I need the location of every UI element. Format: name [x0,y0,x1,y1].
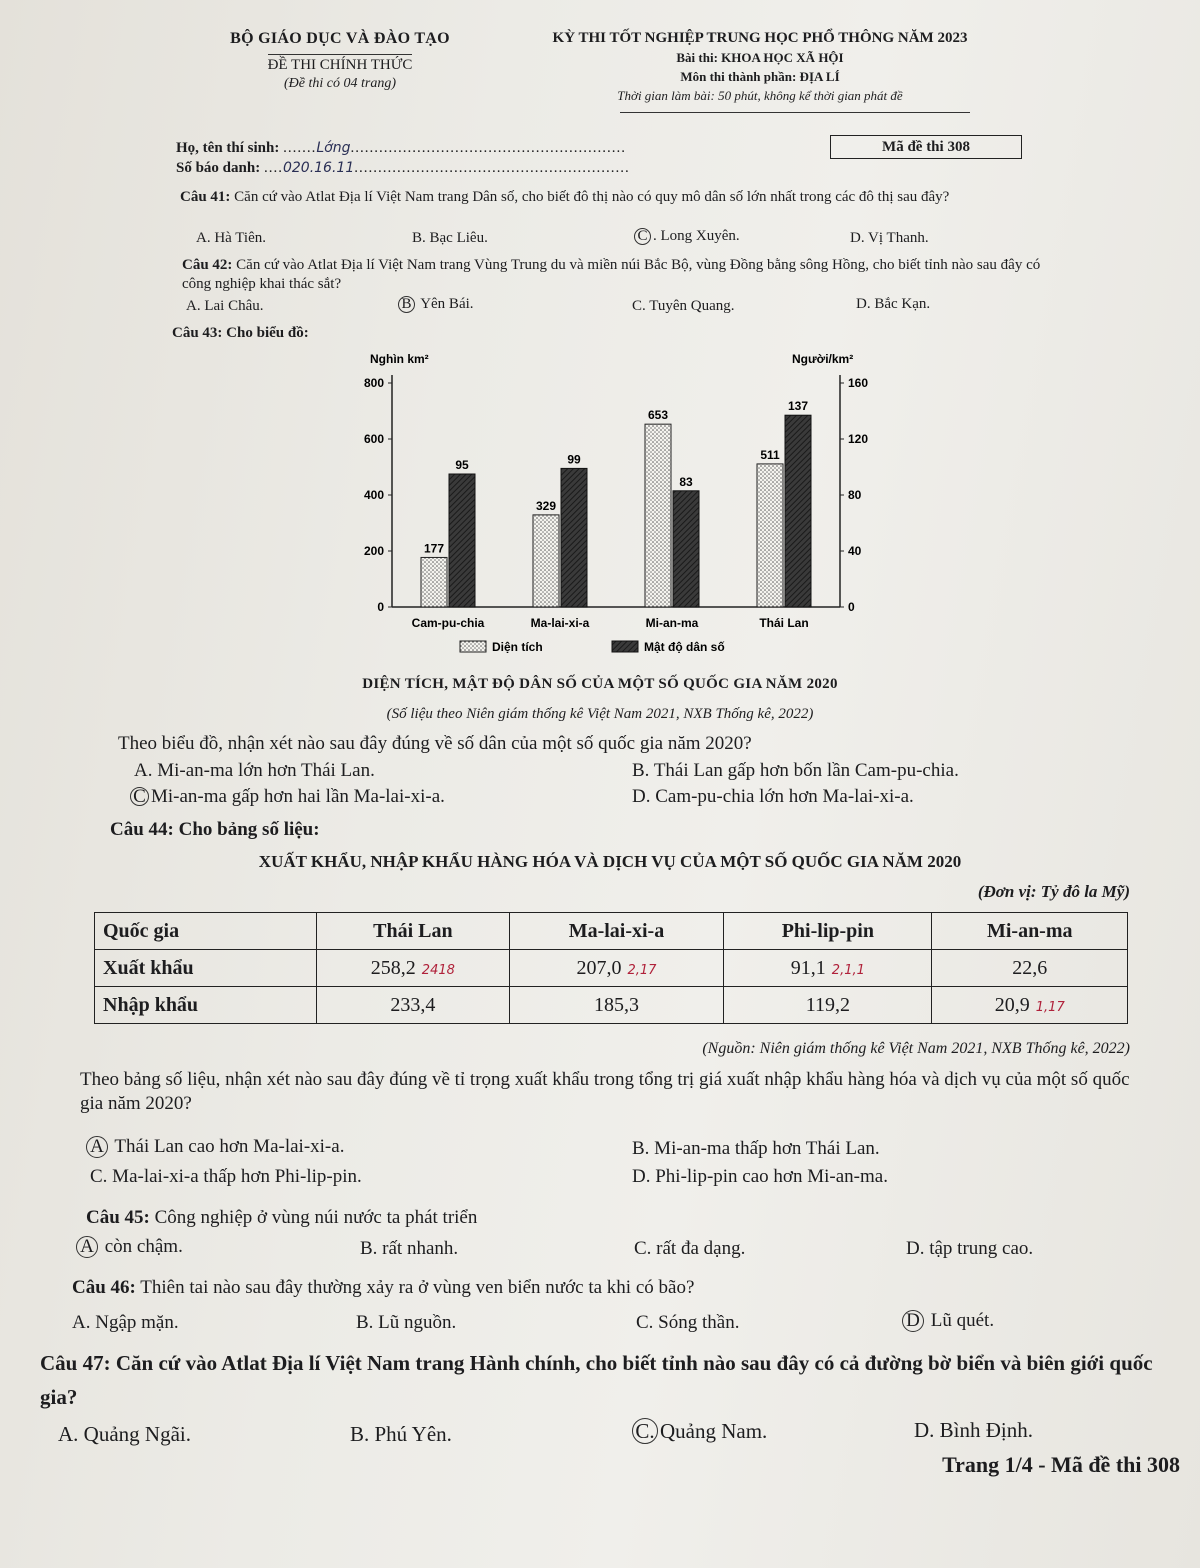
exam-time: Thời gian làm bài: 50 phút, không kể thời gian phát đề [617,88,903,103]
header-cell: Quốc gia [95,913,317,950]
table-cell: 258,2 2418 [317,950,510,987]
exam-header [500,30,1020,104]
q43-number: Câu 43: [172,325,223,341]
question-47 [40,1346,1180,1414]
question-44 [110,818,320,842]
x-tick-label-3: Thái Lan [759,616,809,630]
q45-option-a: A còn chậm. [76,1236,183,1258]
table-cell: 185,3 [509,987,724,1024]
question-45 [86,1206,477,1230]
question-46 [72,1276,694,1300]
answer-mark-icon: A [76,1236,98,1258]
bar-density-1 [561,468,587,607]
q44-option-d: D. Phi-lip-pin cao hơn Mi-an-ma. [632,1166,888,1187]
data-label-density-2: 83 [679,474,693,489]
q47-option-b: B. Phú Yên. [350,1422,452,1446]
x-tick-label-1: Ma-lai-xi-a [530,616,590,630]
bar-density-2 [673,491,699,607]
handwritten-note: 1,17 [1035,999,1065,1015]
exam-code-box: Mã đề thi 308 [830,135,1022,159]
q41-option-d: D. Vị Thanh. [850,230,929,246]
handwritten-note: 2418 [421,962,455,978]
candidate-number-line: Số báo danh: ....020.16.11.......................................................... [176,160,630,176]
q43-option-d: D. Cam-pu-chia lớn hơn Ma-lai-xi-a. [632,786,914,807]
q44-text: Cho bảng số liệu: [178,819,320,840]
q47-option-c: C. Quảng Nam. [632,1418,767,1444]
header-cell: Thái Lan [317,913,510,950]
q45-number: Câu 45: [86,1207,150,1228]
q41-option-b: B. Bạc Liêu. [412,230,488,246]
question-43 [172,324,309,343]
row-label: Xuất khẩu [95,950,317,987]
y-tick-label-right: 160 [848,376,869,390]
y-tick-label-left: 800 [363,376,384,390]
q43-option-b: B. Thái Lan gấp hơn bốn lần Cam-pu-chia. [632,760,959,781]
table-cell: 233,4 [317,987,510,1024]
answer-mark-icon: B [398,296,415,313]
question-41 [180,188,1050,207]
table-cell: 119,2 [724,987,932,1024]
data-label-area-3: 511 [760,447,780,462]
y-tick-label-right: 0 [848,600,855,614]
table-header-row [95,913,1128,950]
table-unit: (Đơn vị: Tỷ đô la Mỹ) [977,882,1130,901]
q45-option-b: B. rất nhanh. [360,1238,459,1259]
exam-type: ĐỀ THI CHÍNH THỨC [268,54,413,74]
table-cell: 207,0 2,17 [509,950,724,987]
candidate-number-label: Số báo danh: [176,160,261,176]
candidate-name-label: Họ, tên thí sinh: [176,140,280,156]
data-label-area-0: 177 [423,541,445,556]
q46-option-a: A. Ngập mặn. [72,1312,179,1333]
y-tick-label-right: 80 [848,488,862,502]
answer-mark-icon: C. [632,1418,658,1444]
q47-option-a: A. Quảng Ngãi. [58,1422,191,1446]
q46-text: Thiên tai nào sau đây thường xảy ra ở vùng ven biển nước ta khi có bão? [140,1277,695,1298]
table-cell: 22,6 [932,950,1128,987]
candidate-number-value: 020.16.11 [282,160,355,176]
answer-mark-icon: A [86,1136,108,1158]
y-tick-label-right: 120 [848,432,869,446]
header-cell: Ma-lai-xi-a [509,913,724,950]
q46-option-b: B. Lũ nguồn. [356,1312,457,1333]
q42-number: Câu 42: [182,257,233,273]
data-label-area-1: 329 [535,498,557,513]
table-row [95,950,1128,987]
q41-number: Câu 41: [180,189,231,205]
trade-table [94,912,1128,1024]
data-label-density-3: 137 [787,399,809,414]
q45-text: Công nghiệp ở vùng núi nước ta phát triển [154,1207,478,1228]
handwritten-note: 2,17 [627,962,657,978]
q46-option-d: D Lũ quét. [902,1310,994,1332]
q46-option-c: C. Sóng thần. [636,1312,740,1333]
header-cell: Phi-lip-pin [724,913,932,950]
table-title: XUẤT KHẨU, NHẬP KHẨU HÀNG HÓA VÀ DỊCH VỤ CỦA MỘT SỐ QUỐC GIA NĂM 2020 [258,852,962,871]
data-label-density-0: 95 [455,458,469,472]
ministry-name: BỘ GIÁO DỤC VÀ ĐÀO TẠO [230,30,450,47]
handwritten-note: 2,1,1 [831,962,865,978]
x-tick-label-2: Mi-an-ma [645,616,699,630]
bar-area-2 [645,424,671,607]
q44-option-a: A Thái Lan cao hơn Ma-lai-xi-a. [86,1136,344,1158]
q43-option-c: C Mi-an-ma gấp hơn hai lần Ma-lai-xi-a. [130,786,445,808]
q44-number: Câu 44: [110,819,174,840]
answer-mark-icon: C [130,787,149,806]
q42-option-c: C. Tuyên Quang. [632,298,735,314]
table-cell: 91,1 2,1,1 [724,950,932,987]
header-cell: Mi-an-ma [932,913,1128,950]
bar-area-0 [421,557,447,607]
ministry-header [190,30,490,92]
exam-subject: Bài thi: KHOA HỌC XÃ HỘI [676,50,844,65]
bar-area-3 [757,464,783,607]
q44-prompt: Theo bảng số liệu, nhận xét nào sau đây đúng về tỉ trọng xuất khẩu trong tổng trị giá xuất nhập khẩu hàng hóa và dịch vụ của một số quốc gia năm 2020? [80,1069,1130,1114]
y-tick-label-right: 40 [848,544,862,558]
y-tick-label-left: 600 [363,432,384,446]
header-divider [620,112,970,113]
table-source: (Nguồn: Niên giám thống kê Việt Nam 2021, NXB Thống kê, 2022) [702,1040,1130,1057]
q43-option-a: A. Mi-an-ma lớn hơn Thái Lan. [134,760,375,781]
q42-option-d: D. Bắc Kạn. [856,296,931,312]
data-label-area-2: 653 [647,408,669,423]
row-label: Nhập khẩu [95,987,317,1024]
chart-source: (Số liệu theo Niên giám thống kê Việt Nam 2021, NXB Thống kê, 2022) [386,706,814,722]
candidate-name-line: Họ, tên thí sinh: .......Lớng.......................................................... [176,140,626,156]
population-chart [340,345,900,670]
q42-option-a: A. Lai Châu. [186,298,264,314]
x-tick-label-0: Cam-pu-chia [411,616,485,630]
page-footer: Trang 1/4 - Mã đề thi 308 [942,1452,1180,1477]
q41-text: Căn cứ vào Atlat Địa lí Việt Nam trang Dân số, cho biết đô thị nào có quy mô dân số lớn nhất trong các đô thị sau đây? [234,189,950,205]
table-cell: 20,9 1,17 [932,987,1128,1024]
q43-prompt: Theo biểu đồ, nhận xét nào sau đây đúng về số dân của một số quốc gia năm 2020? [118,733,752,754]
q47-option-d: D. Bình Định. [914,1418,1034,1442]
q45-option-d: D. tập trung cao. [906,1238,1034,1259]
legend-label-density: Mật độ dân số [644,640,725,654]
y-tick-label-left: 200 [363,544,384,558]
q46-number: Câu 46: [72,1277,136,1298]
bar-density-3 [785,415,811,607]
q47-number: Câu 47: [40,1351,111,1375]
legend-swatch-area [460,641,486,652]
q44-option-b: B. Mi-an-ma thấp hơn Thái Lan. [632,1138,880,1159]
chart-title: DIỆN TÍCH, MẬT ĐỘ DÂN SỐ CỦA MỘT SỐ QUỐC GIA NĂM 2020 [362,676,838,692]
y-tick-label-left: 0 [377,600,384,614]
data-label-density-1: 99 [567,452,581,467]
q41-option-a: A. Hà Tiên. [196,230,267,246]
page-count-note: (Đề thi có 04 trang) [284,76,396,91]
bar-area-1 [533,515,559,607]
table-row [95,987,1128,1024]
y-tick-label-left: 400 [363,488,384,502]
candidate-name-value: Lớng [316,140,351,156]
question-42 [182,256,1062,294]
answer-mark-icon: D [902,1310,924,1332]
exam-title: KỲ THI TỐT NGHIỆP TRUNG HỌC PHỔ THÔNG NĂM 2023 [552,30,968,46]
y-axis-right-label: Người/km² [792,352,854,366]
bar-density-0 [449,474,475,607]
q41-option-c: C . Long Xuyên. [634,228,740,245]
q44-option-c: C. Ma-lai-xi-a thấp hơn Phi-lip-pin. [90,1166,362,1187]
legend-swatch-density [612,641,638,652]
q42-text: Căn cứ vào Atlat Địa lí Việt Nam trang Vùng Trung du và miền núi Bắc Bộ, vùng Đồng bằng sông Hồng, cho biết tỉnh nào sau đây có công nghiệp khai thác sắt? [182,257,1041,292]
answer-mark-icon: C [634,228,651,245]
legend-label-area: Diện tích [492,640,543,654]
q47-text: Căn cứ vào Atlat Địa lí Việt Nam trang Hành chính, cho biết tỉnh nào sau đây có cả đường bờ biển và biên giới quốc gia? [40,1351,1153,1409]
exam-component: Môn thi thành phần: ĐỊA LÍ [680,69,840,84]
q42-option-b: B Yên Bái. [398,296,474,313]
q45-option-c: C. rất đa dạng. [634,1238,746,1259]
q43-text: Cho biểu đồ: [226,325,309,341]
y-axis-left-label: Nghìn km² [370,352,429,366]
